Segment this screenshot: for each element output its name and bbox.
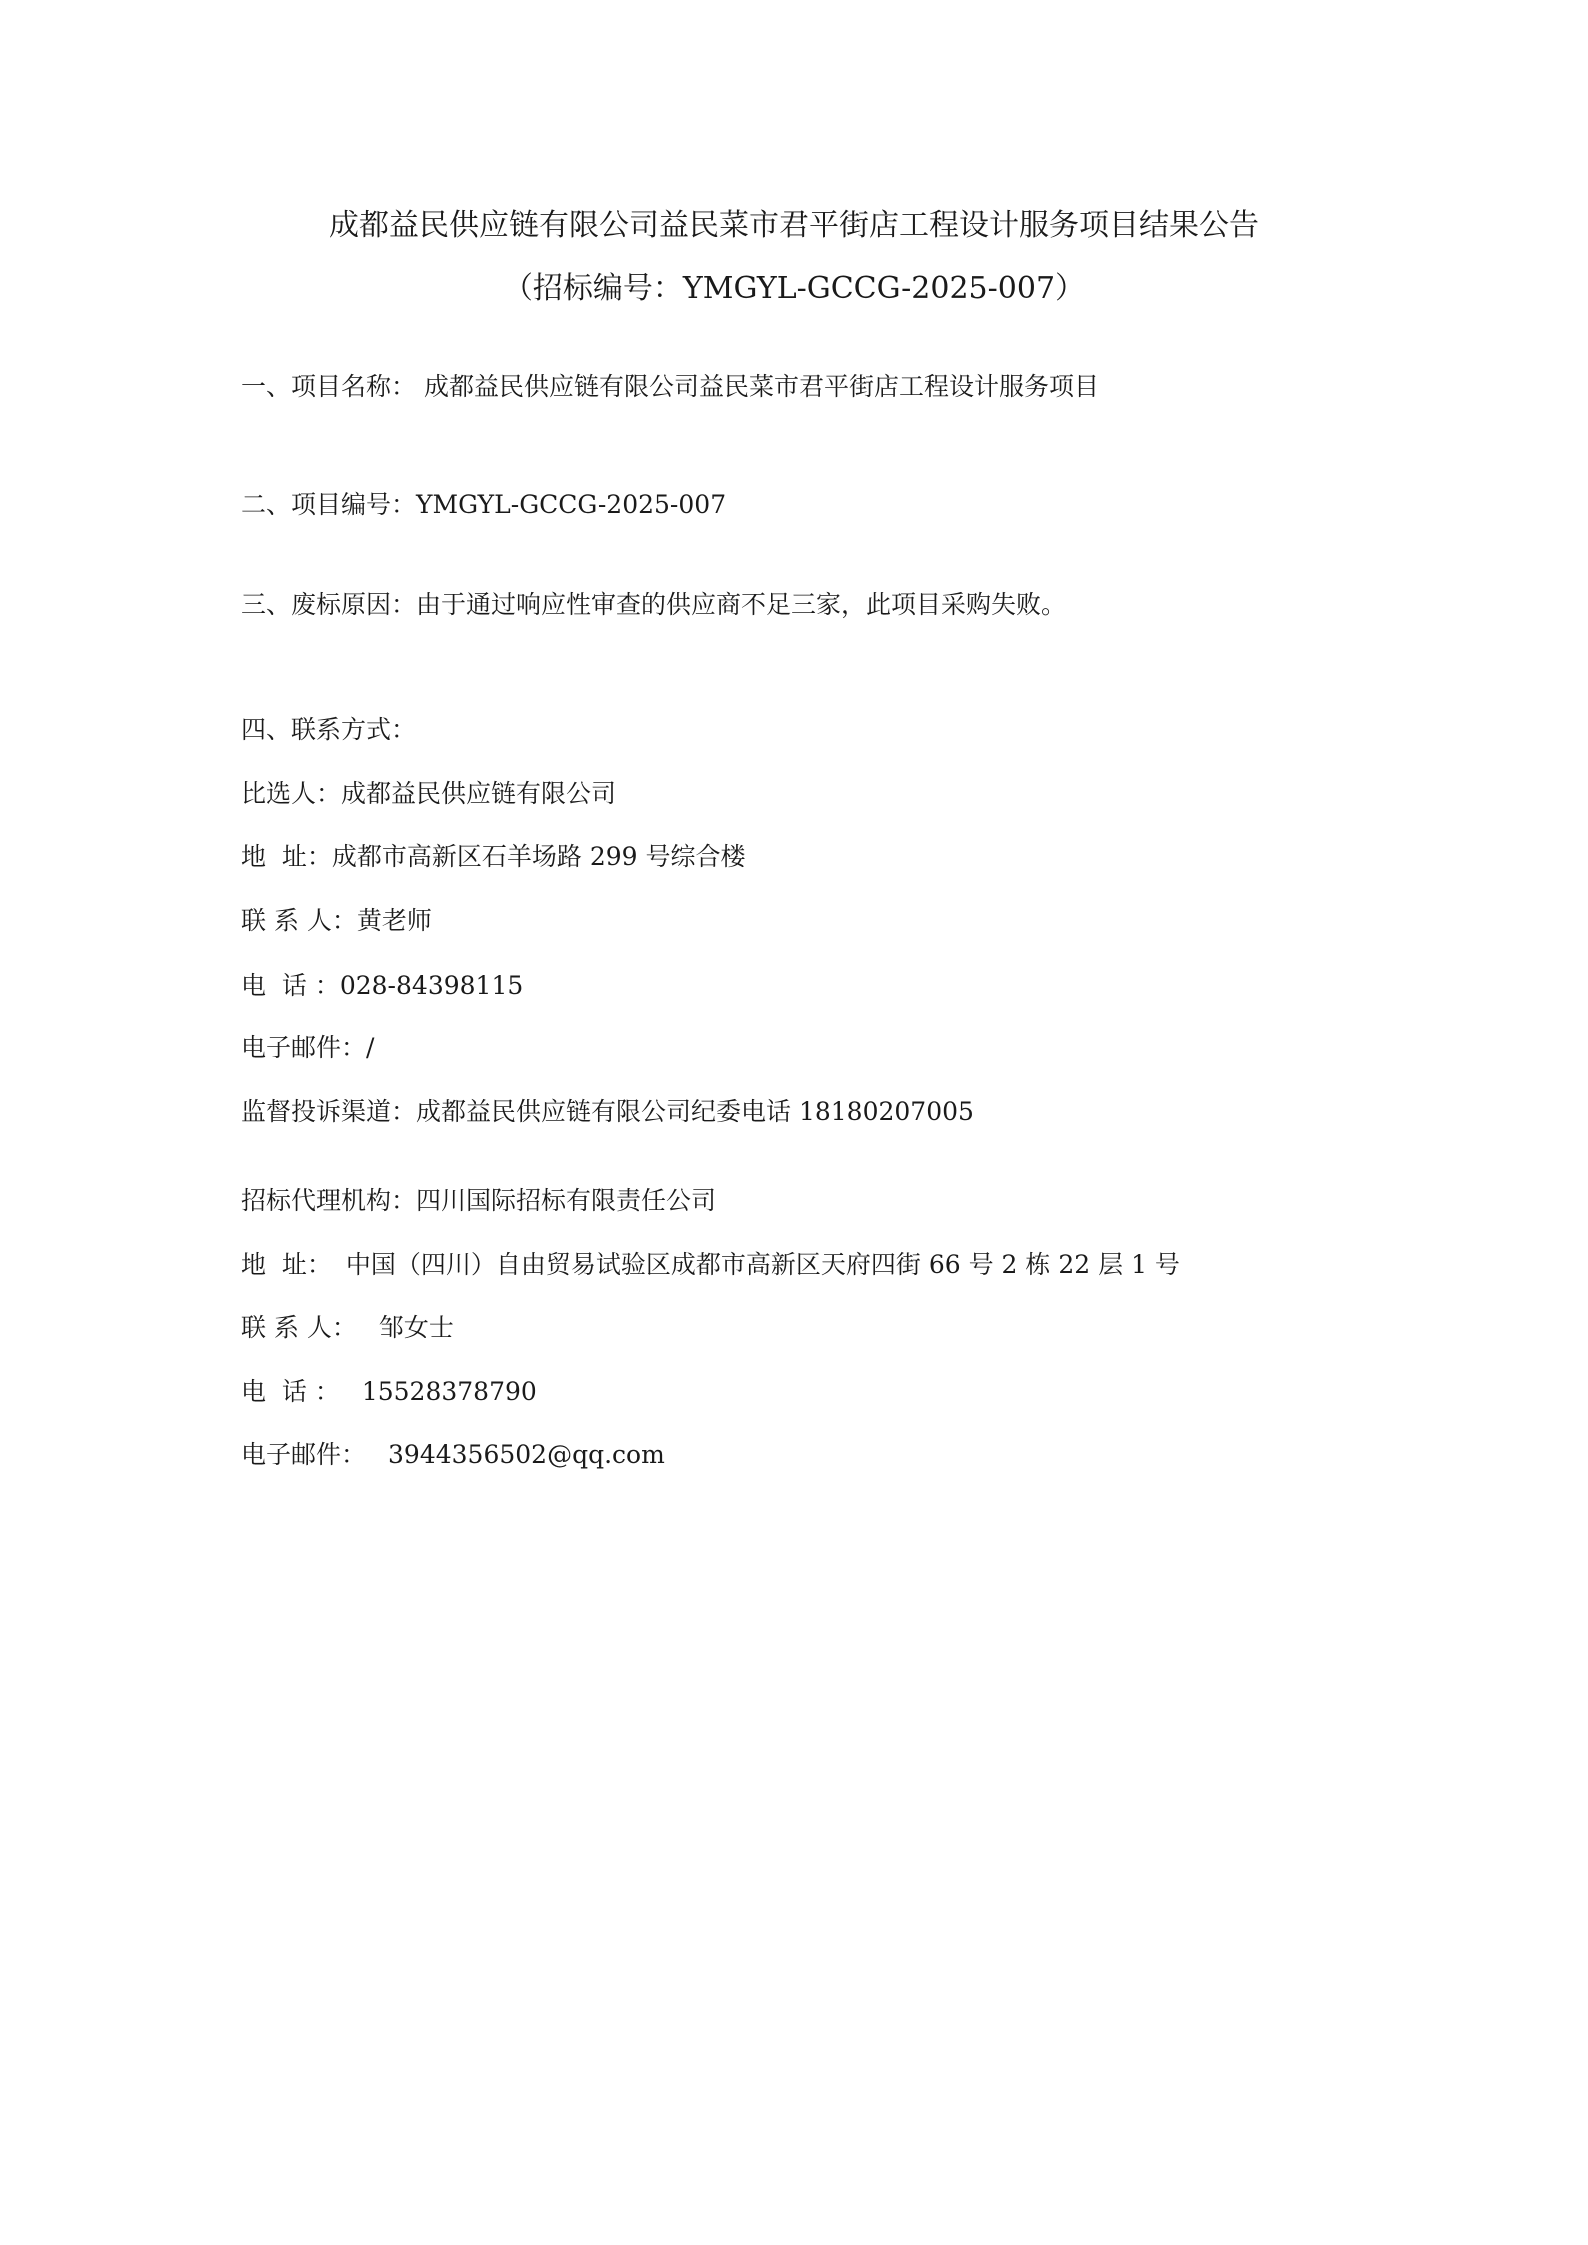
buyer-contact-line <box>241 904 432 938</box>
buyer-email-line <box>241 1031 374 1065</box>
buyer-address-line <box>241 840 746 874</box>
project-name-value: 成都益民供应链有限公司益民菜市君平街店工程设计服务项目 <box>424 372 1100 401</box>
agency-email-label: 电子邮件： <box>241 1440 367 1469</box>
project-name-line <box>241 370 1099 404</box>
agency-email-value: 3944356502@qq.com <box>388 1440 665 1469</box>
buyer-address-label: 地 址： <box>241 842 332 871</box>
supervision-label: 监督投诉渠道： <box>241 1097 417 1126</box>
buyer-email-label: 电子邮件： <box>241 1033 367 1062</box>
project-no-value: YMGYL-GCCG-2025-007 <box>416 490 727 519</box>
buyer-org-value: 成都益民供应链有限公司 <box>341 779 617 808</box>
project-no-label: 二、项目编号： <box>241 490 417 519</box>
buyer-email-value: / <box>366 1033 375 1062</box>
agency-org-label: 招标代理机构： <box>241 1186 417 1215</box>
agency-address-label: 地 址： <box>241 1250 332 1279</box>
agency-phone-value: 15528378790 <box>361 1377 537 1406</box>
failure-reason-value: 由于通过响应性审查的供应商不足三家，此项目采购失败。 <box>416 590 1067 619</box>
agency-contact-line <box>241 1311 454 1345</box>
agency-address-value: 中国（四川）自由贸易试验区成都市高新区天府四街 66 号 2 栋 22 层 1 号 <box>345 1250 1180 1279</box>
supervision-value: 成都益民供应链有限公司纪委电话 18180207005 <box>416 1097 974 1126</box>
buyer-phone-value: 028-84398115 <box>339 971 524 1000</box>
document-subtitle: （招标编号：YMGYL-GCCG-2025-007） <box>502 271 1086 306</box>
buyer-org-label: 比选人： <box>241 779 342 808</box>
failure-reason-line <box>241 588 1066 622</box>
buyer-contact-value: 黄老师 <box>356 906 432 935</box>
supervision-line <box>241 1095 974 1129</box>
project-name-label: 一、项目名称： <box>241 372 417 401</box>
document-title: 成都益民供应链有限公司益民菜市君平街店工程设计服务项目结果公告 <box>329 208 1259 243</box>
agency-org-value: 四川国际招标有限责任公司 <box>416 1186 717 1215</box>
agency-contact-value: 邹女士 <box>378 1313 454 1342</box>
agency-phone-label: 电 话 ： <box>241 1377 340 1406</box>
contact-heading: 四、联系方式： <box>241 715 417 744</box>
agency-phone-line <box>241 1375 537 1409</box>
buyer-org-line <box>241 777 616 811</box>
agency-email-line <box>241 1438 665 1472</box>
buyer-contact-label: 联 系 人： <box>241 906 357 935</box>
buyer-phone-line <box>241 969 523 1003</box>
failure-reason-label: 三、废标原因： <box>241 590 417 619</box>
project-no-line <box>241 488 726 522</box>
agency-address-line <box>241 1248 1180 1282</box>
agency-org-line <box>241 1184 716 1218</box>
buyer-address-value: 成都市高新区石羊场路 299 号综合楼 <box>331 842 746 871</box>
agency-contact-label: 联 系 人： <box>241 1313 357 1342</box>
buyer-phone-label: 电 话 ： <box>241 971 340 1000</box>
